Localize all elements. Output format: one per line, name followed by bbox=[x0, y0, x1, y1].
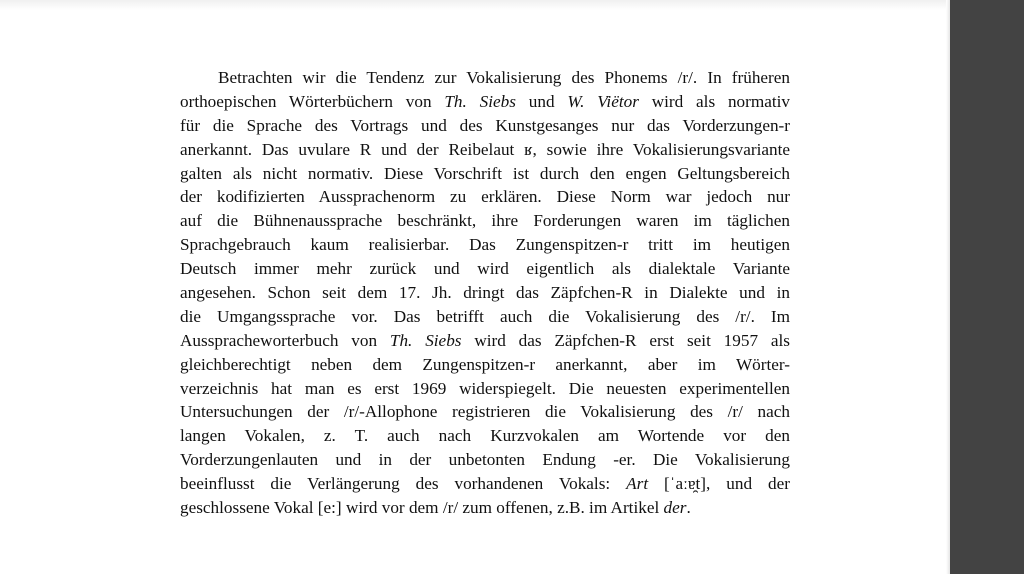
italic-text-segment: W. Viëtor bbox=[567, 91, 639, 111]
italic-text-segment: der bbox=[663, 498, 687, 518]
text-line bbox=[180, 353, 790, 377]
text-segment: Deutsch immer mehr zurück und wird eigentlich als dialektale Variante bbox=[180, 259, 790, 279]
text-line bbox=[180, 472, 790, 496]
text-line bbox=[180, 377, 790, 401]
text-segment: die Umgangssprache vor. Das betrifft auch die Vokalisierung des /r/. Im bbox=[180, 306, 790, 326]
text-line bbox=[180, 496, 790, 520]
text-segment: [ˈaːɐ̯t], und der bbox=[648, 474, 790, 494]
text-segment: für die Sprache des Vortrags und des Kunstgesanges nur das Vorderzungen-r bbox=[180, 115, 790, 135]
text-segment: gleichberechtigt neben dem Zungenspitzen-r anerkannt, aber im Wörter- bbox=[180, 354, 790, 374]
text-segment: . bbox=[686, 498, 691, 518]
top-shadow bbox=[0, 0, 950, 10]
side-panel bbox=[950, 0, 1024, 574]
text-line bbox=[180, 257, 790, 281]
text-line bbox=[180, 138, 790, 162]
italic-text-segment: Th. Siebs bbox=[389, 330, 462, 350]
text-line bbox=[180, 281, 790, 305]
text-line bbox=[180, 233, 790, 257]
text-paragraph bbox=[180, 66, 790, 520]
text-line bbox=[180, 329, 790, 353]
text-line bbox=[180, 209, 790, 233]
text-segment: angesehen. Schon seit dem 17. Jh. dringt das Zäpfchen-R in Dialekte und in bbox=[180, 283, 790, 303]
text-line bbox=[180, 185, 790, 209]
text-segment: wird das Zäpfchen-R erst seit 1957 als bbox=[461, 330, 790, 350]
text-segment: wird als normativ bbox=[638, 91, 791, 111]
text-segment: geschlossene Vokal [e:] wird vor dem /r/ zum offenen, z.B. im Artikel bbox=[180, 498, 664, 518]
text-segment: Sprachgebrauch kaum realisierbar. Das Zungenspitzen-r tritt im heutigen bbox=[180, 235, 790, 255]
text-line bbox=[180, 162, 790, 186]
text-segment: Untersuchungen der /r/-Allophone registrieren die Vokalisierung des /r/ nach bbox=[180, 402, 790, 422]
text-segment: galten als nicht normativ. Diese Vorschrift ist durch den engen Geltungsbereich bbox=[180, 163, 790, 183]
italic-text-segment: Th. Siebs bbox=[444, 91, 516, 111]
text-line bbox=[180, 305, 790, 329]
text-segment: langen Vokalen, z. T. auch nach Kurzvokalen am Wortende vor den bbox=[180, 426, 790, 446]
text-segment: anerkannt. Das uvulare R und der Reibelaut ʁ, sowie ihre Vokalisierungsvariante bbox=[180, 139, 790, 159]
text-segment: und bbox=[515, 91, 568, 111]
text-segment: Ausspracheworterbuch von bbox=[180, 330, 390, 350]
text-segment: der kodifizierten Aussprachenorm zu erklären. Diese Norm war jedoch nur bbox=[180, 187, 790, 207]
text-line bbox=[180, 424, 790, 448]
text-line bbox=[180, 90, 790, 114]
text-line bbox=[180, 400, 790, 424]
text-segment: Vorderzungenlauten und in der unbetonten Endung -er. Die Vokalisierung bbox=[180, 450, 790, 470]
text-segment: beeinflusst die Verlängerung des vorhandenen Vokals: bbox=[180, 474, 627, 494]
text-line bbox=[180, 448, 790, 472]
text-segment: orthoepischen Wörterbüchern von bbox=[180, 91, 445, 111]
text-segment: auf die Bühnenaussprache beschränkt, ihre Forderungen waren im täglichen bbox=[180, 211, 790, 231]
text-line bbox=[180, 114, 790, 138]
text-segment: verzeichnis hat man es erst 1969 widerspiegelt. Die neuesten experimentellen bbox=[180, 378, 790, 398]
text-line bbox=[180, 66, 790, 90]
text-segment: Betrachten wir die Tendenz zur Vokalisierung des Phonems /r/. In früheren bbox=[218, 68, 790, 87]
italic-text-segment: Art bbox=[626, 474, 649, 494]
